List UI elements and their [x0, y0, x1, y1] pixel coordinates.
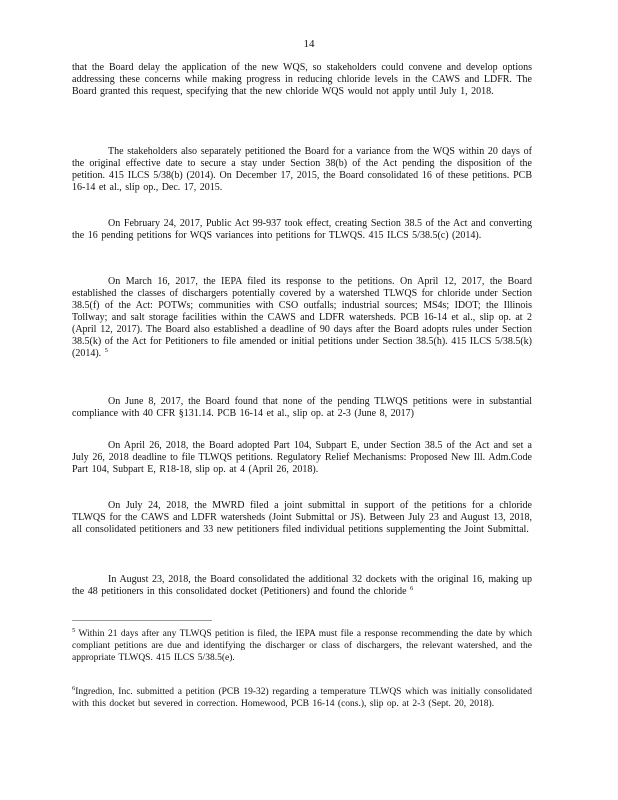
paragraph-7: On July 24, 2018, the MWRD filed a joint submittal in support of the petitions for a chloride TLWQS for the CAWS and LDFR watersheds (Joint Submittal or JS). Between July 23 and August 13, 2018, all consolidated petitioners and 33 new petitioners filed individual petitions supplementing the Joint Submittal. [72, 500, 532, 535]
paragraph-8 [72, 574, 532, 598]
paragraph-6: On April 26, 2018, the Board adopted Part 104, Subpart E, under Section 38.5 of the Act and set a July 26, 2018 deadline to file TLWQS petitions. Regulatory Relief Mechanisms: Proposed New Ill. Adm.Code Part 104, Subpart E, R18-18, slip op. at 4 (April 26, 2018). [72, 440, 532, 475]
footnote-6 [72, 686, 532, 710]
paragraph-4-text: On March 16, 2017, the IEPA filed its response to the petitions. On April 12, 2017, the Board established the classes of dischargers potentially covered by a watershed TLWQS for chloride under Section 38.5(f) of the Act: POTWs; communities with CSO outfalls; industrial sources; MS4s; IDOT; the Illinois Tollway; and salt storage facilities within the CAWS and LDFR watersheds. PCB 16-14 et al., slip op. at 2 (April 12, 2017). The Board also established a deadline of 90 days after the Board adopts rules under Section 38.5(k) of the Act for Petitioners to file amended or initial petitions under Section 38.5(h). 415 ILCS 5/38.5(k) (2014). [72, 276, 532, 359]
footnote-5 [72, 628, 532, 664]
footnote-5-text: Within 21 days after any TLWQS petition is filed, the IEPA must file a response recommending the date by which compliant petitions are due and identifying the discharger or class of dischargers, the relevant watershed, and the appropriate TLWQS. 415 ILCS 5/38.5(e). [72, 629, 532, 663]
footnote-5-marker: 5 [72, 627, 76, 634]
page-number: 14 [303, 38, 315, 50]
footnote-6-marker: 6 [72, 685, 76, 692]
footnote-separator [72, 620, 212, 621]
paragraph-3: On February 24, 2017, Public Act 99-937 took effect, creating Section 38.5 of the Act and converting the 16 pending petitions for WQS variances into petitions for TLWQS. 415 ILCS 5/38.5(c) (2014). [72, 218, 532, 241]
paragraph-4 [72, 276, 532, 360]
paragraph-2: The stakeholders also separately petitioned the Board for a variance from the WQS within 20 days of the original effective date to secure a stay under Section 38(b) of the Act pending the disposition of the petition. 415 ILCS 5/38(b) (2014). On December 17, 2015, the Board consolidated 16 of these petitions. PCB 16-14 et al., slip op., Dec. 17, 2015. [72, 146, 532, 193]
paragraph-5: On June 8, 2017, the Board found that none of the pending TLWQS petitions were in substantial compliance with 40 CFR §131.14. PCB 16-14 et al., slip op. at 2-3 (June 8, 2017) [72, 396, 532, 419]
footnote-ref-6: 6 [410, 585, 414, 592]
footnote-6-text: Ingredion, Inc. submitted a petition (PCB 19-32) regarding a temperature TLWQS which was initially consolidated with this docket but severed in correction. Homewood, PCB 16-14 (cons.), slip op. at 2-3 (Sept. 20, 2018). [72, 687, 532, 709]
footnote-ref-5: 5 [104, 347, 108, 354]
paragraph-1: that the Board delay the application of the new WQS, so stakeholders could convene and develop options addressing these concerns while making progress in reducing chloride levels in the CAWS and LDFR. The Board granted this request, specifying that the new chloride WQS would not apply until July 1, 2018. [72, 62, 532, 97]
paragraph-8-text: In August 23, 2018, the Board consolidated the additional 32 dockets with the original 16, making up the 48 petitioners in this consolidated docket (Petitioners) and found the chloride [72, 574, 532, 597]
